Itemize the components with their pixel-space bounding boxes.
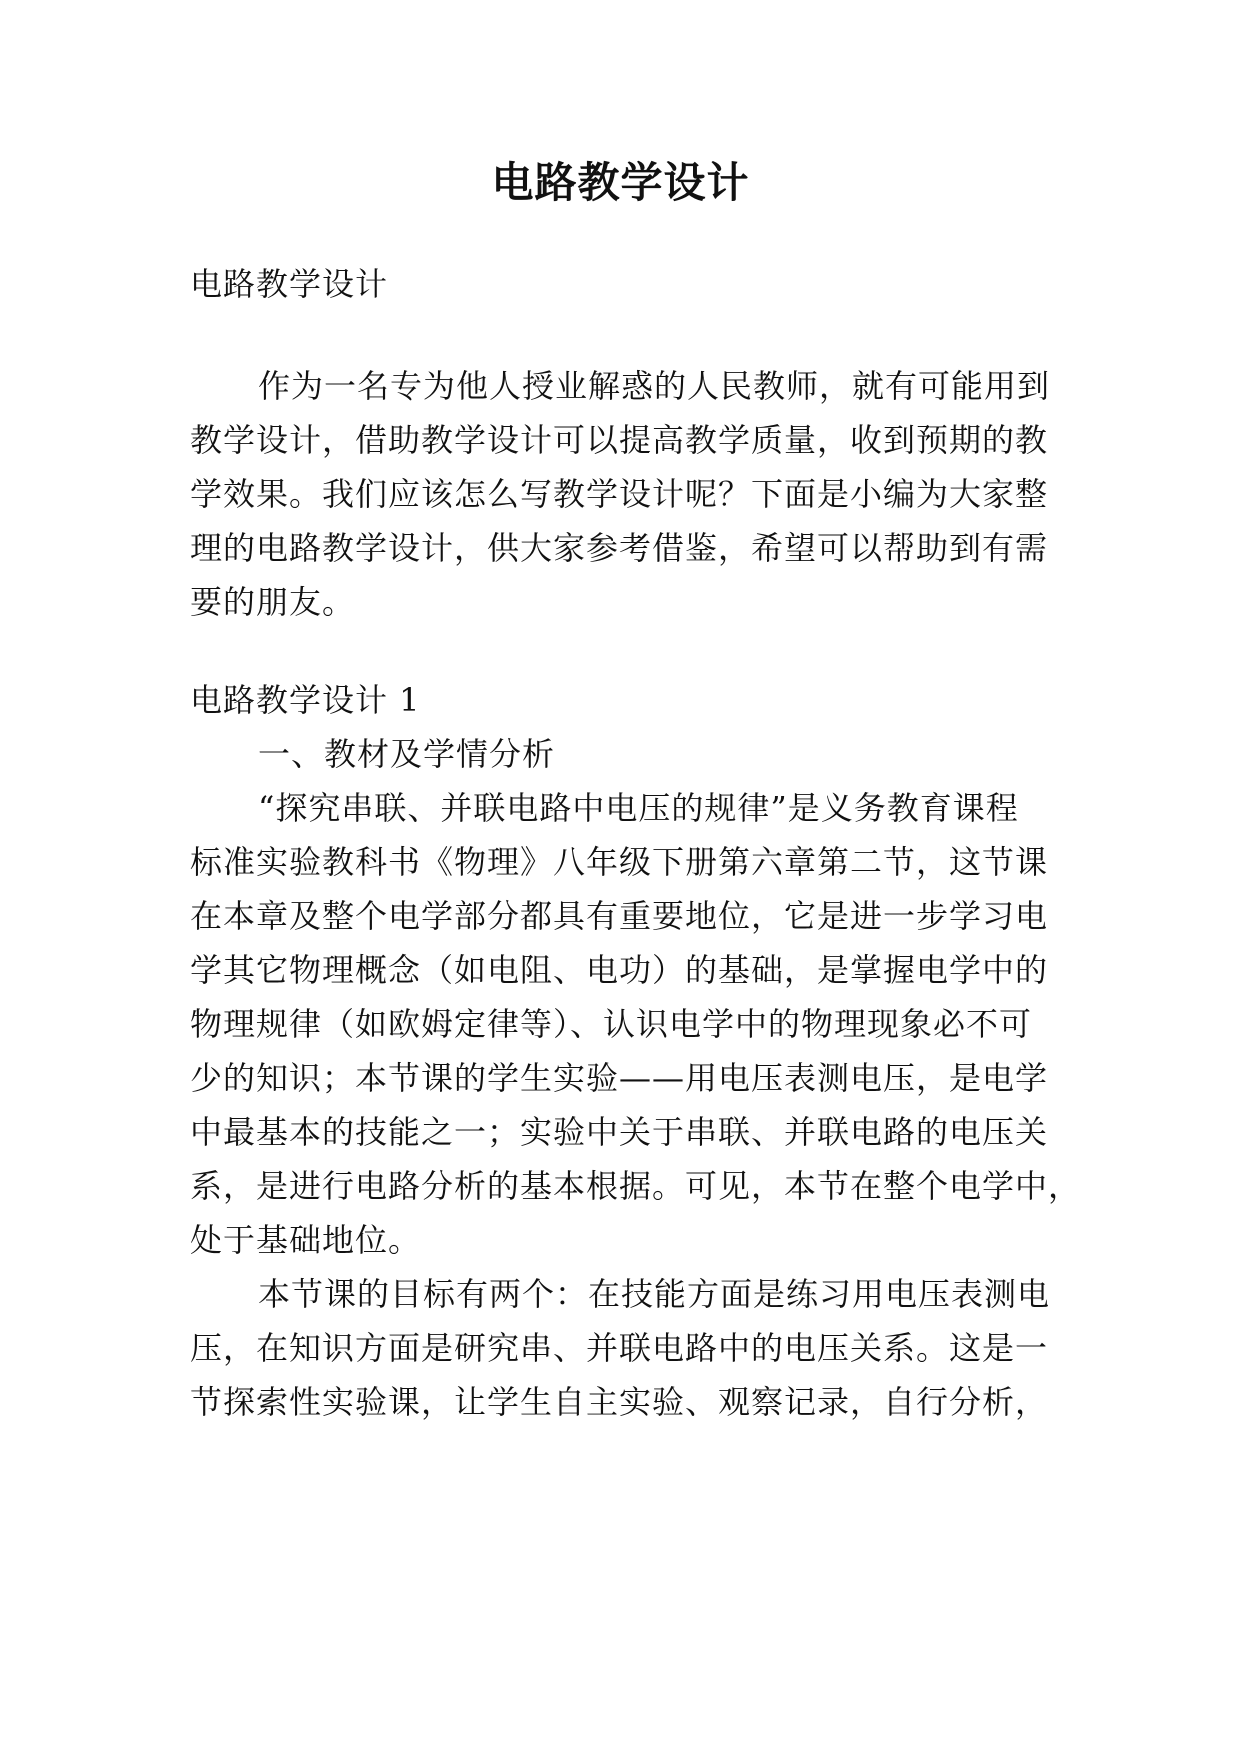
section-title: 电路教学设计 1 [190, 681, 421, 719]
intro-line: 理的电路教学设计，供大家参考借鉴，希望可以帮助到有需 [190, 529, 1049, 567]
intro-line: 作为一名专为他人授业解惑的人民教师，就有可能用到 [258, 367, 1051, 405]
paragraph-line: 本节课的目标有两个：在技能方面是练习用电压表测电 [258, 1275, 1051, 1313]
document-heading: 电路教学设计 [190, 265, 389, 303]
paragraph-line: “探究串联、并联电路中电压的规律”是义务教育课程 [258, 789, 1019, 827]
paragraph-line: 少的知识；本节课的学生实验——用电压表测电压，是电学 [190, 1059, 1049, 1097]
paragraph-line: 标准实验教科书《物理》八年级下册第六章第二节，这节课 [190, 843, 1049, 881]
paragraph-line: 物理规律（如欧姆定律等）、认识电学中的物理现象必不可 [190, 1005, 1033, 1043]
paragraph-line: 节探索性实验课，让学生自主实验、观察记录，自行分析， [190, 1383, 1049, 1421]
paragraph-line: 在本章及整个电学部分都具有重要地位，它是进一步学习电 [190, 897, 1049, 935]
intro-line: 教学设计，借助教学设计可以提高教学质量，收到预期的教 [190, 421, 1049, 459]
paragraph-line: 中最基本的技能之一；实验中关于串联、并联电路的电压关 [190, 1113, 1049, 1151]
intro-line: 要的朋友。 [190, 583, 356, 621]
paragraph-line: 学其它物理概念（如电阻、电功）的基础，是掌握电学中的 [190, 951, 1049, 989]
document-title: 电路教学设计 [491, 158, 750, 207]
paragraph-line: 处于基础地位。 [190, 1221, 422, 1259]
subsection-title: 一、教材及学情分析 [258, 735, 556, 773]
paragraph-line: 压，在知识方面是研究串、并联电路中的电压关系。这是一 [190, 1329, 1049, 1367]
intro-line: 学效果。我们应该怎么写教学设计呢？下面是小编为大家整 [190, 475, 1049, 513]
paragraph-line: 系，是进行电路分析的基本根据。可见，本节在整个电学中， [190, 1167, 1082, 1205]
